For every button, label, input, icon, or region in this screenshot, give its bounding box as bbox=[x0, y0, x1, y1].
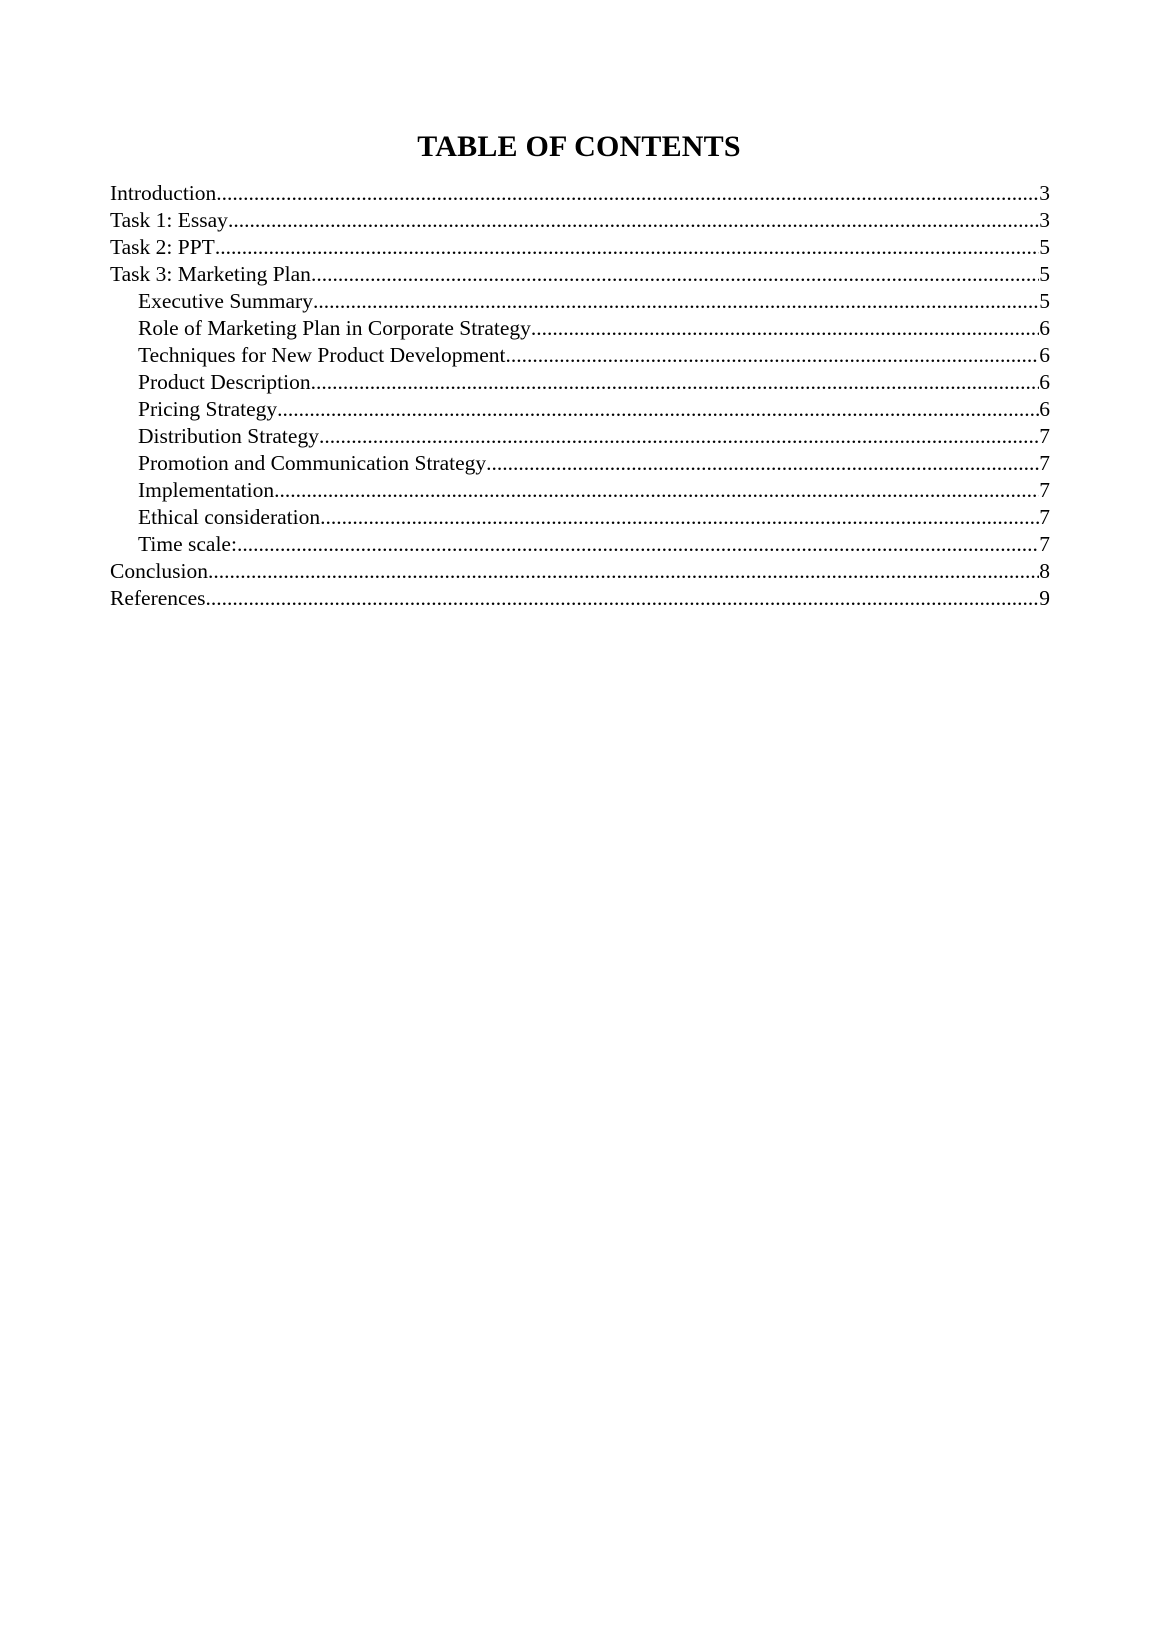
toc-entry-label: Techniques for New Product Development bbox=[138, 343, 506, 367]
toc-leader-dots bbox=[228, 207, 1039, 234]
toc-entry-label: Time scale: bbox=[138, 532, 237, 556]
toc-entry-label: Task 3: Marketing Plan bbox=[110, 262, 311, 286]
toc-entry-label: Role of Marketing Plan in Corporate Strategy bbox=[138, 316, 531, 340]
toc-entry-page: 6 bbox=[1039, 370, 1050, 394]
toc-entry-page: 7 bbox=[1039, 424, 1050, 448]
toc-leader-dots bbox=[206, 585, 1040, 612]
toc-leader-dots bbox=[319, 423, 1039, 450]
toc-subentry[interactable] bbox=[110, 477, 1050, 504]
toc-leader-dots bbox=[531, 315, 1039, 342]
toc-subentry[interactable] bbox=[110, 342, 1050, 369]
toc-entry[interactable] bbox=[110, 234, 1050, 261]
toc-entry[interactable] bbox=[110, 585, 1050, 612]
toc-entry-page: 9 bbox=[1039, 586, 1050, 610]
toc-leader-dots bbox=[208, 558, 1039, 585]
toc-entry-page: 6 bbox=[1039, 316, 1050, 340]
toc-entry-page: 5 bbox=[1039, 262, 1050, 286]
toc-entry-label: Task 1: Essay bbox=[110, 208, 228, 232]
toc-entry-page: 5 bbox=[1039, 289, 1050, 313]
toc-leader-dots bbox=[505, 342, 1039, 369]
toc-leader-dots bbox=[237, 531, 1039, 558]
toc-entry-label: Distribution Strategy bbox=[138, 424, 319, 448]
toc-subentry[interactable] bbox=[110, 288, 1050, 315]
toc-leader-dots bbox=[215, 234, 1039, 261]
toc-leader-dots bbox=[277, 396, 1039, 423]
toc-entry-label: Implementation bbox=[138, 478, 275, 502]
toc-entry-label: Executive Summary bbox=[138, 289, 313, 313]
toc-entry[interactable] bbox=[110, 558, 1050, 585]
toc-entry[interactable] bbox=[110, 180, 1050, 207]
toc-entry-label: Ethical consideration bbox=[138, 505, 321, 529]
toc-entry-page: 5 bbox=[1039, 235, 1050, 259]
toc-list bbox=[110, 180, 1050, 612]
toc-subentry[interactable] bbox=[110, 315, 1050, 342]
toc-leader-dots bbox=[274, 477, 1039, 504]
toc-entry-page: 3 bbox=[1039, 208, 1050, 232]
toc-subentry[interactable] bbox=[110, 450, 1050, 477]
toc-leader-dots bbox=[320, 504, 1039, 531]
toc-entry-page: 6 bbox=[1039, 397, 1050, 421]
toc-entry-label: Task 2: PPT bbox=[110, 235, 215, 259]
toc-entry-label: Product Description bbox=[138, 370, 311, 394]
toc-entry-page: 3 bbox=[1039, 181, 1050, 205]
toc-entry-label: Conclusion bbox=[110, 559, 208, 583]
toc-leader-dots bbox=[311, 261, 1039, 288]
toc-subentry[interactable] bbox=[110, 369, 1050, 396]
toc-entry-page: 8 bbox=[1039, 559, 1050, 583]
toc-title: TABLE OF CONTENTS bbox=[417, 130, 741, 163]
toc-entry[interactable] bbox=[110, 207, 1050, 234]
toc-entry-page: 6 bbox=[1039, 343, 1050, 367]
toc-leader-dots bbox=[486, 450, 1039, 477]
toc-subentry[interactable] bbox=[110, 531, 1050, 558]
toc-leader-dots bbox=[313, 288, 1039, 315]
toc-entry[interactable] bbox=[110, 261, 1050, 288]
toc-entry-page: 7 bbox=[1039, 532, 1050, 556]
toc-subentry[interactable] bbox=[110, 396, 1050, 423]
toc-entry-label: Introduction bbox=[110, 181, 217, 205]
toc-entry-page: 7 bbox=[1039, 478, 1050, 502]
toc-subentry[interactable] bbox=[110, 504, 1050, 531]
toc-entry-label: Pricing Strategy bbox=[138, 397, 278, 421]
toc-entry-label: Promotion and Communication Strategy bbox=[138, 451, 487, 475]
toc-entry-page: 7 bbox=[1039, 451, 1050, 475]
toc-leader-dots bbox=[216, 180, 1039, 207]
toc-leader-dots bbox=[311, 369, 1040, 396]
toc-entry-page: 7 bbox=[1039, 505, 1050, 529]
toc-subentry[interactable] bbox=[110, 423, 1050, 450]
toc-entry-label: References bbox=[110, 586, 206, 610]
